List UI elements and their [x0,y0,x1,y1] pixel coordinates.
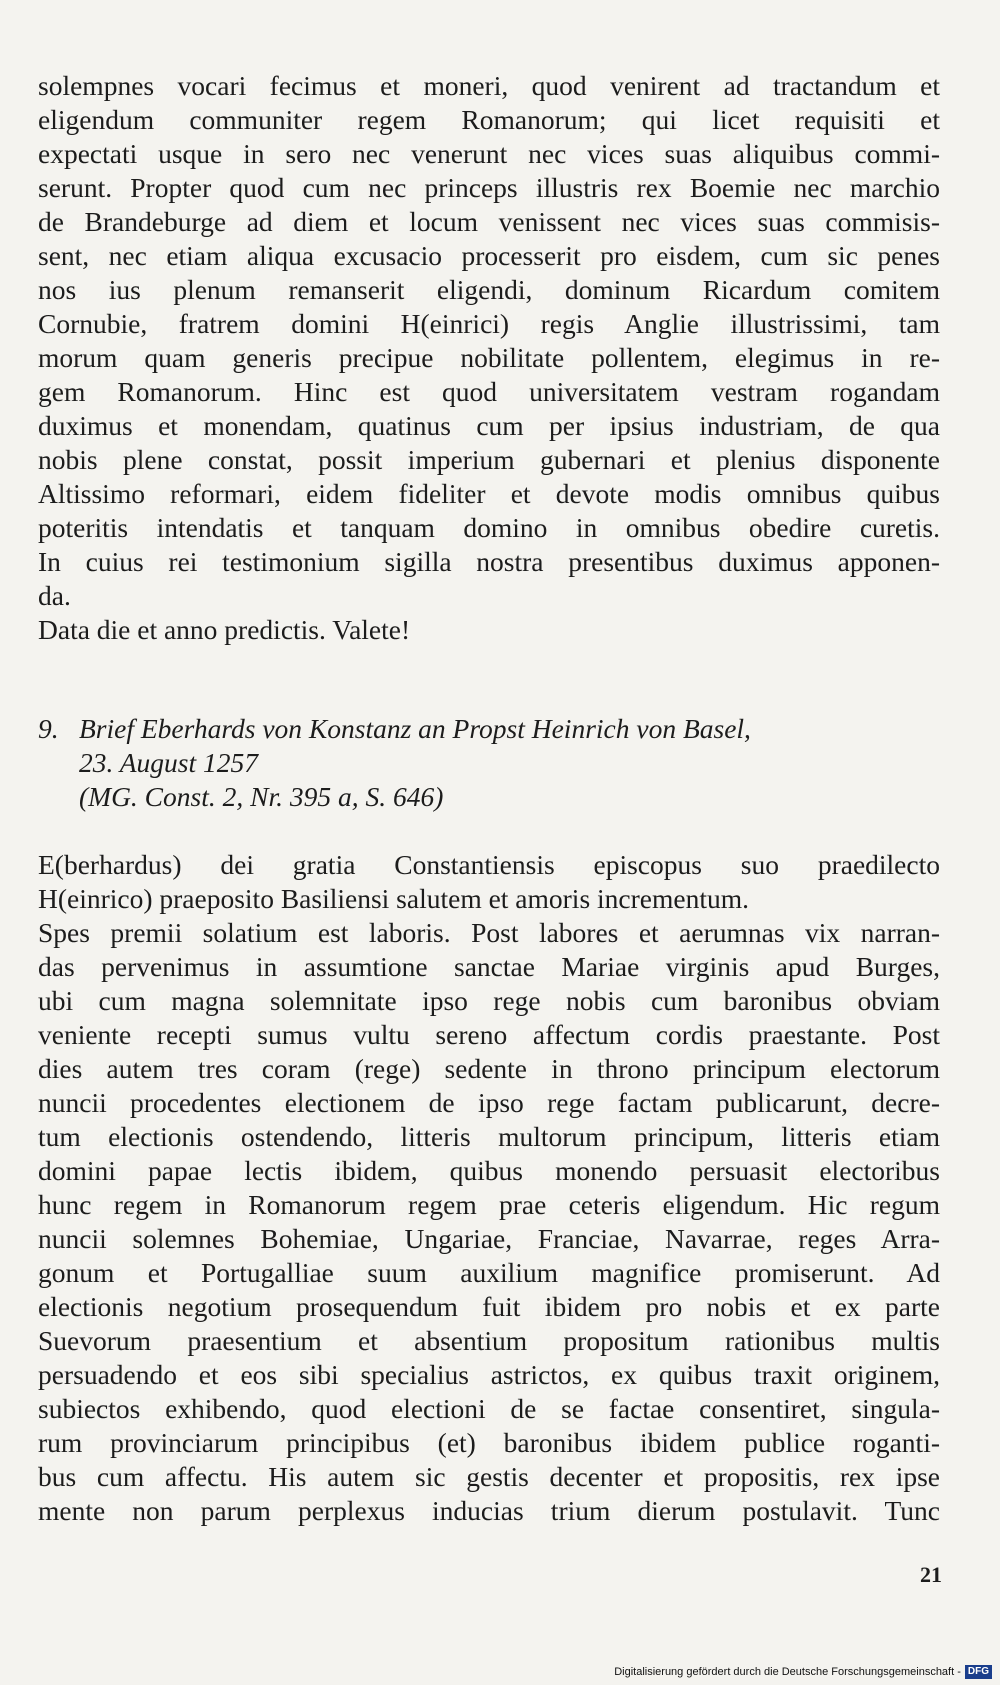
text-line: morum quam generis precipue nobilitate pollentem, elegimus in re- [38,342,940,373]
text-line: In cuius rei testimonium sigilla nostra presentibus duximus apponen- [38,546,940,577]
text-line: nuncii procedentes electionem de ipso rege factam publicarunt, decre- [38,1087,940,1118]
text-line: hunc regem in Romanorum regem prae ceteris eligendum. Hic regum [38,1189,940,1220]
text-line: mente non parum perplexus inducias trium dierum postulavit. Tunc [38,1495,940,1526]
dfg-logo: DFG [965,1665,992,1679]
text-line: domini papae lectis ibidem, quibus monendo persuasit electoribus [38,1155,940,1186]
text-line: gem Romanorum. Hinc est quod universitatem vestram rogandam [38,376,940,407]
text-line: subiectos exhibendo, quod electioni de se factae consentiret, singula- [38,1393,940,1424]
text-line: nuncii solemnes Bohemiae, Ungariae, Franciae, Navarrae, reges Arra- [38,1223,940,1254]
text-line: Altissimo reformari, eidem fideliter et devote modis omnibus quibus [38,478,940,509]
text-line: persuadendo et eos sibi specialius astrictos, ex quibus traxit originem, [38,1359,940,1390]
heading-number: 9. [38,713,59,744]
heading-date: 23. August 1257 [79,747,259,778]
text-line: ubi cum magna solemnitate ipso rege nobis cum baronibus obviam [38,985,940,1016]
text-line: nobis plene constat, possit imperium gubernari et plenius disponente [38,444,940,475]
text-line: das pervenimus in assumtione sanctae Mariae virginis apud Burges, [38,951,940,982]
text-line: bus cum affectu. His autem sic gestis decenter et propositis, rex ipse [38,1461,940,1492]
closing-line: Data die et anno predictis. Valete! [38,614,411,645]
text-line: sent, nec etiam aliqua excusacio processerit pro eisdem, cum sic penes [38,240,940,271]
text-line: nos ius plenum remanserit eligendi, dominum Ricardum comitem [38,274,940,305]
heading-source: (MG. Const. 2, Nr. 395 a, S. 646) [79,781,444,812]
text-line: poteritis intendatis et tanquam domino in omnibus obedire curetis. [38,512,940,543]
text-line: eligendum communiter regem Romanorum; qui licet requisiti et [38,104,940,135]
text-line: expectati usque in sero nec venerunt nec vices suas aliquibus commi- [38,138,940,169]
text-line: Suevorum praesentium et absentium propositum rationibus multis [38,1325,940,1356]
digitization-footer [614,1665,992,1679]
text-line: E(berhardus) dei gratia Constantiensis episcopus suo praedilecto [38,849,940,880]
text-line: da. [38,580,71,611]
text-line: veniente recepti sumus vultu sereno affectum cordis praestante. Post [38,1019,940,1050]
text-line: solempnes vocari fecimus et moneri, quod venirent ad tractandum et [38,70,940,101]
text-line: electionis negotium prosequendum fuit ibidem pro nobis et ex parte [38,1291,940,1322]
footer-text: Digitalisierung gefördert durch die Deutsche Forschungsgemeinschaft - [614,1666,961,1678]
text-line: duximus et monendam, quatinus cum per ipsius industriam, de qua [38,410,940,441]
text-line: H(einrico) praeposito Basiliensi salutem et amoris incrementum. [38,883,749,914]
text-line: Spes premii solatium est laboris. Post labores et aerumnas vix narran- [38,917,940,948]
text-line: Cornubie, fratrem domini H(einrici) regis Anglie illustrissimi, tam [38,308,940,339]
text-line: serunt. Propter quod cum nec princeps illustris rex Boemie nec marchio [38,172,940,203]
text-line: dies autem tres coram (rege) sedente in throno principum electorum [38,1053,940,1084]
text-line: de Brandeburge ad diem et locum venissent nec vices suas commisis- [38,206,940,237]
text-line: gonum et Portugalliae suum auxilium magnifice promiserunt. Ad [38,1257,940,1288]
text-line: rum provinciarum principibus (et) baronibus ibidem publice roganti- [38,1427,940,1458]
heading-title: Brief Eberhards von Konstanz an Propst Heinrich von Basel, [79,713,751,744]
text-line: tum electionis ostendendo, litteris multorum principum, litteris etiam [38,1121,940,1152]
page-number: 21 [920,1562,942,1587]
